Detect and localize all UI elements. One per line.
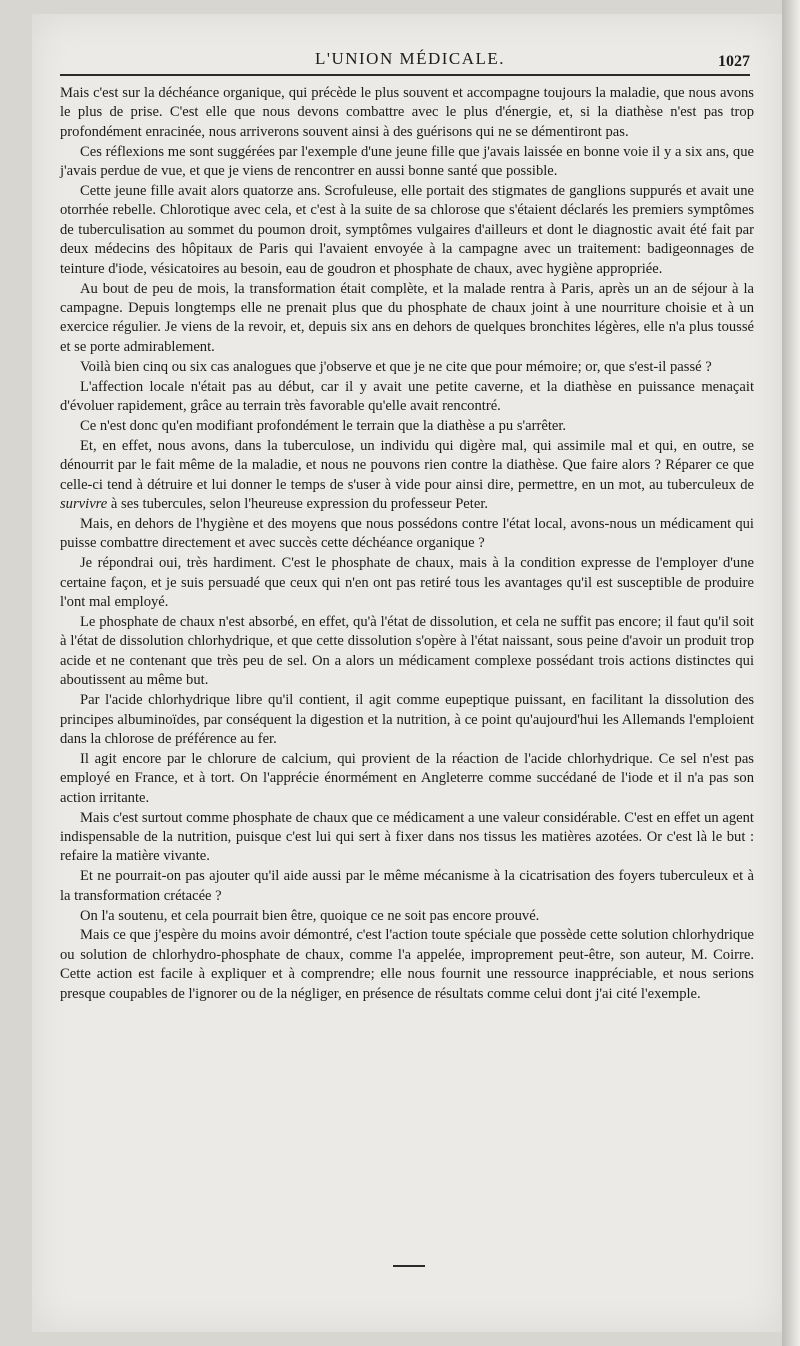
paragraph: Le phosphate de chaux n'est absorbé, en effet, qu'à l'état de dissolution, et cela ne suffit pas encore; il faut qu'il soit à l'état de dissolution chlorhydrique, et que cette dissolution s'opère à l'état naissant, sous peine d'avoir un produit trop acide et ne contenant que très peu de sel. On a alors un médicament complexe possédant trois actions distinctes qui aboutissent au même but. bbox=[60, 613, 754, 689]
paragraph: Par l'acide chlorhydrique libre qu'il contient, il agit comme eupeptique puissant, en facilitant la dissolution des principes albuminoïdes, par conséquent la digestion et la nutrition, à ce point qu'aujourd'hui les Allemands l'emploient dans la chlorose de préférence au fer. bbox=[60, 692, 754, 747]
paragraph: On l'a soutenu, et cela pourrait bien être, quoique ce ne soit pas encore prouvé. bbox=[80, 907, 540, 924]
paragraph: Ce n'est donc qu'en modifiant profondément le terrain que la diathèse a pu s'arrêter. bbox=[80, 417, 567, 434]
emphasis: survivre bbox=[60, 496, 108, 513]
paragraph: Mais, en dehors de l'hygiène et des moyens que nous possédons contre l'état local, avons-nous un médicament qui puisse combattre directement et avec succès cette déchéance organique ? bbox=[60, 515, 754, 552]
paragraph: Au bout de peu de mois, la transformation était complète, et la malade rentra à Paris, après un an de séjour à la campagne. Depuis longtemps elle ne prenait plus que du phosphate de chaux joint à une nourriture choisie et à un exercice régulier. Je viens de la revoir, et, depuis six ans en dehors de quelques bronchites légères, elle n'a plus toussé et se porte admirablement. bbox=[60, 280, 754, 355]
running-title: L'UNION MÉDICALE. bbox=[315, 49, 506, 68]
paragraph: Mais c'est surtout comme phosphate de chaux que ce médicament a une valeur considérable. C'est en effet un agent indispensable de la nutrition, puisque c'est lui qui sert à fixer dans nos tissus les matières azotées. Or c'est là le but : refaire la matière vivante. bbox=[60, 809, 754, 865]
end-rule bbox=[393, 1265, 425, 1267]
paragraph: L'affection locale n'était pas au début, car il y avait une petite caverne, et la diathèse en puissance menaçait d'évoluer rapidement, grâce au terrain très favorable qu'elle avait rencontré. bbox=[60, 378, 754, 414]
paragraph: Voilà bien cinq ou six cas analogues que j'observe et que je ne cite que pour mémoire; or, que s'est-il passé ? bbox=[80, 358, 712, 375]
paragraph: Cette jeune fille avait alors quatorze ans. Scrofuleuse, elle portait des stigmates de ganglions suppurés et avait une otorrhée rebelle. Chlorotique avec cela, et c'est à la suite de sa chlorose que s'étaient déclarés les premiers symptômes de tuberculisation au sommet du poumon droit, symptômes vulgaires d'ailleurs et dont le diagnostic avait été fait par deux médecins des hôpitaux de Paris qui l'avaient envoyée à la campagne avec un traitement: badigeonnages de teinture d'iode, vésicatoires au besoin, eau de goudron et phosphate de chaux, avec hygiène appropriée. bbox=[60, 183, 754, 277]
page-edge bbox=[782, 0, 800, 1346]
paragraph: Je répondrai oui, très hardiment. C'est le phosphate de chaux, mais à la condition expresse de l'employer d'une certaine façon, et je suis persuadé que ceux qui n'en ont pas retiré tous les avantages qu'il est susceptible de produire l'ont mal employé. bbox=[60, 555, 754, 611]
header-rule bbox=[60, 74, 750, 76]
paragraph: Ces réflexions me sont suggérées par l'exemple d'une jeune fille que j'avais laissée en bonne voie il y a six ans, que j'avais perdue de vue, et que je viens de rencontrer en aussi bonne santé que possible. bbox=[60, 143, 754, 180]
paragraph: Mais ce que j'espère du moins avoir démontré, c'est l'action toute spéciale que possède cette solution chlorhydrique ou solution de chlorhydro-phosphate de chaux, comme l'a appelée, improprement peut-être, son auteur, M. Coirre. Cette action est facile à expliquer et à comprendre; elle nous fournit une ressource inappréciable, et nous serions presque coupables de l'ignorer ou de la négliger, en présence de résultats comme celui dont j'ai cité l'exemple. bbox=[60, 927, 754, 1002]
paragraph: Et, en effet, nous avons, dans la tuberculose, un individu qui digère mal, qui assimile mal et qui, en outre, se dénourrit par le fait même de la maladie, et nous ne pouvons rien contre la diathèse. Que faire alors ? Réparer ce que celle-ci tend à détruire et lui donner le temps de s'user à vide pour ainsi dire, permettre, en un mot, au tuberculeux de survivre à ses tubercules, selon l'heureuse expression du professeur Peter. bbox=[60, 437, 754, 513]
article-body bbox=[60, 84, 754, 1005]
paragraph: Mais c'est sur la déchéance organique, qui précède le plus souvent et accompagne toujours la maladie, que nous avons le plus de prise. C'est elle que nous devons combattre avec le plus d'énergie, et, si la diathèse n'est pas trop profondément enracinée, nous arriverons souvent ainsi à des guérisons qui ne se démentiront pas. bbox=[60, 85, 754, 140]
paragraph: Il agit encore par le chlorure de calcium, qui provient de la réaction de l'acide chlorhydrique. Ce sel n'est pas employé en France, et à tort. On l'apprécie énormément en Angleterre comme succédané de l'iode et il n'a pas son action irritante. bbox=[60, 750, 754, 806]
page-number: 1027 bbox=[718, 53, 750, 70]
page-header bbox=[60, 45, 750, 75]
paragraph: Et ne pourrait-on pas ajouter qu'il aide aussi par le même mécanisme à la cicatrisation des foyers tuberculeux et à la transformation crétacée ? bbox=[60, 868, 754, 904]
